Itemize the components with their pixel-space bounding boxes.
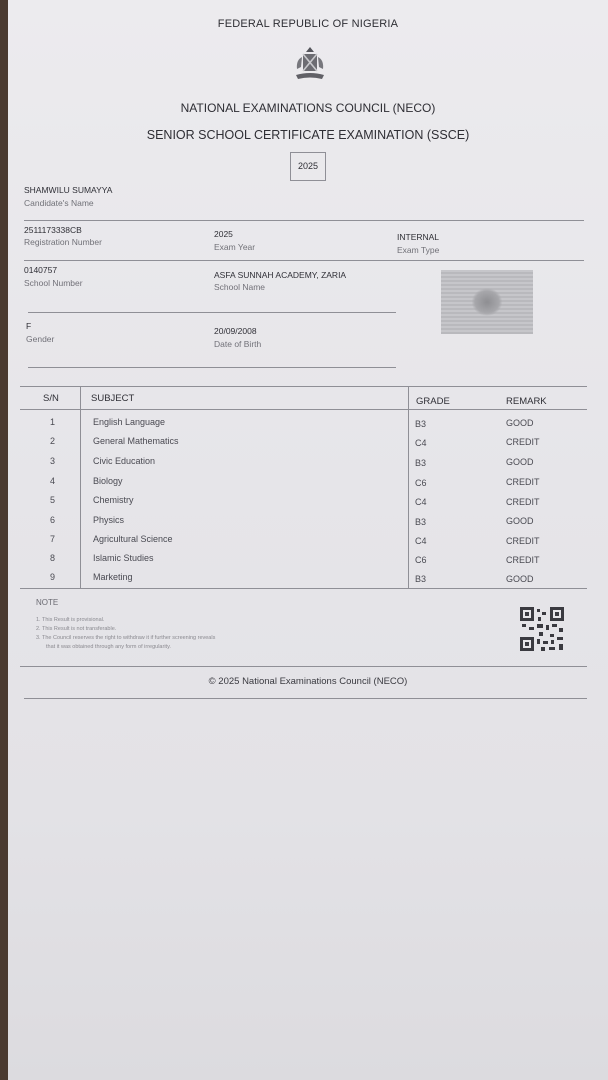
country-heading: FEDERAL REPUBLIC OF NIGERIA xyxy=(217,18,399,30)
header-sn: S/N xyxy=(43,393,59,404)
note-line: that it was obtained through any form of irregularity. xyxy=(46,644,171,650)
gender-label: Gender xyxy=(26,334,55,344)
coat-of-arms-icon xyxy=(288,45,332,83)
exam-year-label: Exam Year xyxy=(214,242,256,252)
divider xyxy=(24,260,584,261)
school-number-label: School Number xyxy=(24,278,83,288)
note-line: 2. This Result is not transferable. xyxy=(36,626,117,632)
note-line: 1. This Result is provisional. xyxy=(36,617,105,623)
exam-year-box: 2025 xyxy=(290,152,326,181)
qr-code-icon xyxy=(520,607,564,651)
divider xyxy=(24,220,584,221)
candidate-name: SHAMWILU SUMAYYA xyxy=(24,185,113,195)
copyright-text: © 2025 National Examinations Council (NECO) xyxy=(208,676,408,687)
divider xyxy=(20,666,587,667)
divider xyxy=(28,367,396,368)
registration-number: 2511173338CB xyxy=(24,225,82,235)
exam-type-label: Exam Type xyxy=(397,245,440,255)
exam-type: INTERNAL xyxy=(397,232,440,242)
council-title: NATIONAL EXAMINATIONS COUNCIL (NECO) xyxy=(180,101,436,115)
candidate-photo xyxy=(441,270,533,334)
divider xyxy=(28,312,396,313)
divider xyxy=(24,698,587,699)
exam-title: SENIOR SCHOOL CERTIFICATE EXAMINATION (SSCE) xyxy=(146,128,470,142)
school-name-label: School Name xyxy=(214,282,266,292)
gender: F xyxy=(26,321,32,331)
date-of-birth: 20/09/2008 xyxy=(214,326,257,336)
header-grade: GRADE xyxy=(416,396,450,407)
registration-number-label: Registration Number xyxy=(24,237,102,247)
school-name: ASFA SUNNAH ACADEMY, ZARIA xyxy=(214,270,347,280)
result-sheet: FEDERAL REPUBLIC OF NIGERIA NATIONAL EXAMINATIONS COUNCIL (NECO) SENIOR SCHOOL CERTIFICATE EXAMINATION (SSCE) 2025 SHAMWILU SUMAYYA Candidate's Name 2511173338CB Registration Number 2025 Exam Year INTERNAL Exam Type 0140757 School Number ASFA SUNNAH ACADEMY, ZARIA School Name F Gender 20/09/2008 Date of Birth S/N SUBJECT GRADE REMARK 1 English Language B3 GOOD 2 General Mathematics C4 CREDIT 3 Civic Education B3 GOOD 4 Biology C6 CREDIT 5 Chemistry C4 CREDIT 6 Physics B3 GOOD 7 Agricultural Science C4 CREDIT 8 Islamic Studies C6 CREDIT 9 Marketing B3 GOOD NOTE 1. This Result is provisional. 2. This Result is not transferable. 3. The Council reserves the right to withdraw it if further screening reveals that it was obtained through any form of irregularity. © 2025 National Examinations Council (NECO) xyxy=(8,0,608,1080)
header-remark: REMARK xyxy=(506,396,547,407)
date-of-birth-label: Date of Birth xyxy=(214,339,262,349)
note-title: NOTE xyxy=(36,598,59,607)
school-number: 0140757 xyxy=(24,265,58,275)
note-line: 3. The Council reserves the right to withdraw it if further screening reveals xyxy=(36,635,216,641)
candidate-name-label: Candidate's Name xyxy=(24,198,94,208)
header-subject: SUBJECT xyxy=(91,393,135,404)
exam-year: 2025 xyxy=(214,229,233,239)
